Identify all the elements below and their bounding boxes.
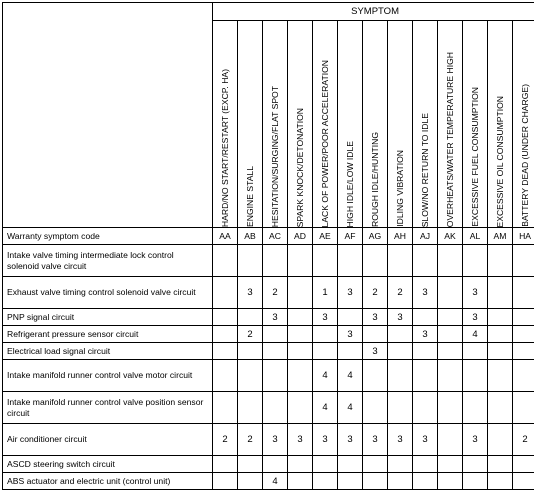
priority-cell (313, 473, 338, 490)
priority-cell (413, 473, 438, 490)
symptom-header-text: OVERHEATS/WATER TEMPERATURE HIGH (445, 51, 455, 227)
priority-cell (438, 343, 463, 360)
priority-cell: 3 (388, 424, 413, 456)
priority-cell (288, 392, 313, 424)
priority-cell (488, 392, 513, 424)
warranty-code-cell: AK (438, 228, 463, 245)
table-row (3, 309, 534, 326)
priority-cell (413, 456, 438, 473)
priority-cell (213, 245, 238, 277)
priority-cell (313, 326, 338, 343)
warranty-code-cell: AJ (413, 228, 438, 245)
priority-cell: 3 (413, 277, 438, 309)
priority-cell: 4 (338, 392, 363, 424)
priority-cell (238, 309, 263, 326)
priority-cell: 3 (263, 309, 288, 326)
priority-cell (488, 309, 513, 326)
symptom-header-text: EXCESSIVE OIL CONSUMPTION (495, 95, 505, 227)
priority-cell (313, 456, 338, 473)
priority-cell: 2 (513, 424, 534, 456)
symptom-header-text: HESITATION/SURGING/FLAT SPOT (270, 85, 280, 227)
warranty-code-cell: AM (488, 228, 513, 245)
symptom-header-text: ROUGH IDLE/HUNTING (370, 131, 380, 227)
warranty-code-cell: AC (263, 228, 288, 245)
priority-cell (263, 456, 288, 473)
priority-cell (288, 245, 313, 277)
priority-cell (513, 392, 534, 424)
warranty-code-cell: AH (388, 228, 413, 245)
priority-cell (438, 424, 463, 456)
row-label: Air conditioner circuit (3, 424, 213, 456)
symptom-header-text: EXCESSIVE FUEL CONSUMPTION (470, 87, 480, 227)
priority-cell (213, 343, 238, 360)
priority-cell: 2 (363, 277, 388, 309)
priority-cell (438, 309, 463, 326)
symptom-header-text: IDLING VIBRATION (395, 150, 405, 227)
priority-cell: 3 (288, 424, 313, 456)
priority-cell: 3 (338, 424, 363, 456)
priority-cell (238, 473, 263, 490)
priority-cell (438, 473, 463, 490)
priority-cell (363, 245, 388, 277)
priority-cell (263, 326, 288, 343)
row-label: ASCD steering switch circuit (3, 456, 213, 473)
table-row (3, 277, 534, 309)
symptom-header-3 (263, 21, 288, 228)
priority-cell (463, 343, 488, 360)
priority-cell (238, 456, 263, 473)
priority-cell (413, 392, 438, 424)
row-label: Electrical load signal circuit (3, 343, 213, 360)
priority-cell: 3 (388, 309, 413, 326)
priority-cell (288, 360, 313, 392)
symptom-header-12 (488, 21, 513, 228)
priority-cell: 4 (313, 360, 338, 392)
symptom-header-10 (438, 21, 463, 228)
table-row (3, 456, 534, 473)
priority-cell (338, 309, 363, 326)
priority-cell: 4 (463, 326, 488, 343)
priority-cell: 4 (263, 473, 288, 490)
row-label: Refrigerant pressure sensor circuit (3, 326, 213, 343)
symptom-header-4 (288, 21, 313, 228)
priority-cell (488, 245, 513, 277)
symptom-header-2 (238, 21, 263, 228)
priority-cell (463, 456, 488, 473)
priority-cell (213, 392, 238, 424)
priority-cell (513, 360, 534, 392)
corner-cell (3, 3, 213, 228)
priority-cell (363, 456, 388, 473)
row-label: Intake manifold runner control valve position sensor circuit (3, 392, 213, 424)
priority-cell (238, 392, 263, 424)
priority-cell (513, 456, 534, 473)
priority-cell (438, 456, 463, 473)
table-row (3, 392, 534, 424)
priority-cell: 3 (363, 343, 388, 360)
priority-cell (388, 245, 413, 277)
priority-cell (513, 473, 534, 490)
table-body (3, 228, 534, 490)
priority-cell: 3 (238, 277, 263, 309)
priority-cell (388, 326, 413, 343)
table-row (3, 360, 534, 392)
priority-cell (213, 456, 238, 473)
priority-cell: 2 (238, 326, 263, 343)
priority-cell (263, 360, 288, 392)
priority-cell (213, 277, 238, 309)
symptom-header-text: HIGH IDLE/LOW IDLE (345, 140, 355, 227)
warranty-code-label: Warranty symptom code (3, 228, 213, 245)
priority-cell (288, 343, 313, 360)
warranty-code-cell: AA (213, 228, 238, 245)
priority-cell (488, 473, 513, 490)
priority-cell (338, 473, 363, 490)
symptom-header-text: LACK OF POWER/POOR ACCELERATION (320, 59, 330, 227)
priority-cell (463, 245, 488, 277)
priority-cell (363, 360, 388, 392)
symptom-header-6 (338, 21, 363, 228)
symptom-matrix (2, 2, 532, 493)
priority-cell (238, 245, 263, 277)
priority-cell: 3 (263, 424, 288, 456)
priority-cell (213, 360, 238, 392)
symptom-header-11 (463, 21, 488, 228)
row-label: Exhaust valve timing control solenoid valve circuit (3, 277, 213, 309)
priority-cell (338, 456, 363, 473)
priority-cell: 3 (363, 424, 388, 456)
priority-cell (438, 360, 463, 392)
priority-cell: 3 (463, 309, 488, 326)
priority-cell: 3 (363, 309, 388, 326)
priority-cell (513, 326, 534, 343)
row-label: PNP signal circuit (3, 309, 213, 326)
priority-cell: 3 (413, 326, 438, 343)
warranty-code-cell: AL (463, 228, 488, 245)
warranty-code-row (3, 228, 534, 245)
symptom-table (2, 2, 534, 490)
priority-cell (388, 392, 413, 424)
table-row (3, 343, 534, 360)
priority-cell (438, 245, 463, 277)
priority-cell (288, 456, 313, 473)
priority-cell (413, 309, 438, 326)
priority-cell: 2 (388, 277, 413, 309)
priority-cell: 3 (463, 277, 488, 309)
table-row (3, 245, 534, 277)
priority-cell (438, 326, 463, 343)
priority-cell (288, 309, 313, 326)
table-row (3, 424, 534, 456)
priority-cell (288, 277, 313, 309)
priority-cell: 3 (313, 309, 338, 326)
priority-cell (438, 277, 463, 309)
priority-cell (488, 360, 513, 392)
symptom-header-1 (213, 21, 238, 228)
priority-cell (288, 473, 313, 490)
priority-cell (488, 343, 513, 360)
priority-cell: 1 (313, 277, 338, 309)
priority-cell (463, 392, 488, 424)
priority-cell (338, 343, 363, 360)
symptom-header-9 (413, 21, 438, 228)
priority-cell (213, 326, 238, 343)
symptom-header-7 (363, 21, 388, 228)
priority-cell (388, 473, 413, 490)
priority-cell: 2 (213, 424, 238, 456)
priority-cell (388, 343, 413, 360)
priority-cell (388, 360, 413, 392)
priority-cell (463, 473, 488, 490)
priority-cell (388, 456, 413, 473)
warranty-code-cell: AG (363, 228, 388, 245)
symptom-title: SYMPTOM (213, 3, 534, 21)
symptom-header-8 (388, 21, 413, 228)
priority-cell (488, 277, 513, 309)
priority-cell (413, 360, 438, 392)
warranty-code-cell: AE (313, 228, 338, 245)
priority-cell (488, 456, 513, 473)
warranty-code-cell: HA (513, 228, 534, 245)
priority-cell (313, 343, 338, 360)
priority-cell: 2 (238, 424, 263, 456)
priority-cell (363, 326, 388, 343)
priority-cell (288, 326, 313, 343)
warranty-code-cell: AB (238, 228, 263, 245)
priority-cell (513, 309, 534, 326)
priority-cell (513, 343, 534, 360)
priority-cell (213, 473, 238, 490)
table-row (3, 326, 534, 343)
priority-cell: 3 (463, 424, 488, 456)
priority-cell (263, 392, 288, 424)
symptom-header-13 (513, 21, 534, 228)
warranty-code-cell: AF (338, 228, 363, 245)
priority-cell (263, 245, 288, 277)
priority-cell: 2 (263, 277, 288, 309)
priority-cell: 3 (313, 424, 338, 456)
priority-cell (413, 343, 438, 360)
priority-cell (238, 360, 263, 392)
priority-cell (413, 245, 438, 277)
symptom-header-text: SPARK KNOCK/DETONATION (295, 107, 305, 227)
priority-cell (363, 473, 388, 490)
priority-cell: 3 (413, 424, 438, 456)
priority-cell (488, 424, 513, 456)
priority-cell: 4 (313, 392, 338, 424)
priority-cell (313, 245, 338, 277)
symptom-header-text: SLOW/NO RETURN TO IDLE (420, 112, 430, 227)
priority-cell (513, 245, 534, 277)
priority-cell (363, 392, 388, 424)
priority-cell (213, 309, 238, 326)
priority-cell (238, 343, 263, 360)
symptom-header-text: ENGINE STALL (245, 166, 255, 227)
symptom-header-text: BATTERY DEAD (UNDER CHARGE) (520, 84, 531, 227)
priority-cell (488, 326, 513, 343)
priority-cell (263, 343, 288, 360)
priority-cell: 3 (338, 277, 363, 309)
row-label: Intake valve timing intermediate lock control solenoid valve circuit (3, 245, 213, 277)
priority-cell: 4 (338, 360, 363, 392)
warranty-code-cell: AD (288, 228, 313, 245)
priority-cell (513, 277, 534, 309)
priority-cell (438, 392, 463, 424)
priority-cell (463, 360, 488, 392)
table-row (3, 473, 534, 490)
priority-cell (338, 245, 363, 277)
row-label: Intake manifold runner control valve motor circuit (3, 360, 213, 392)
priority-cell: 3 (338, 326, 363, 343)
row-label: ABS actuator and electric unit (control unit) (3, 473, 213, 490)
symptom-header-text: HARD/NO START/RESTART (EXCP. HA) (220, 68, 230, 227)
symptom-header-5 (313, 21, 338, 228)
